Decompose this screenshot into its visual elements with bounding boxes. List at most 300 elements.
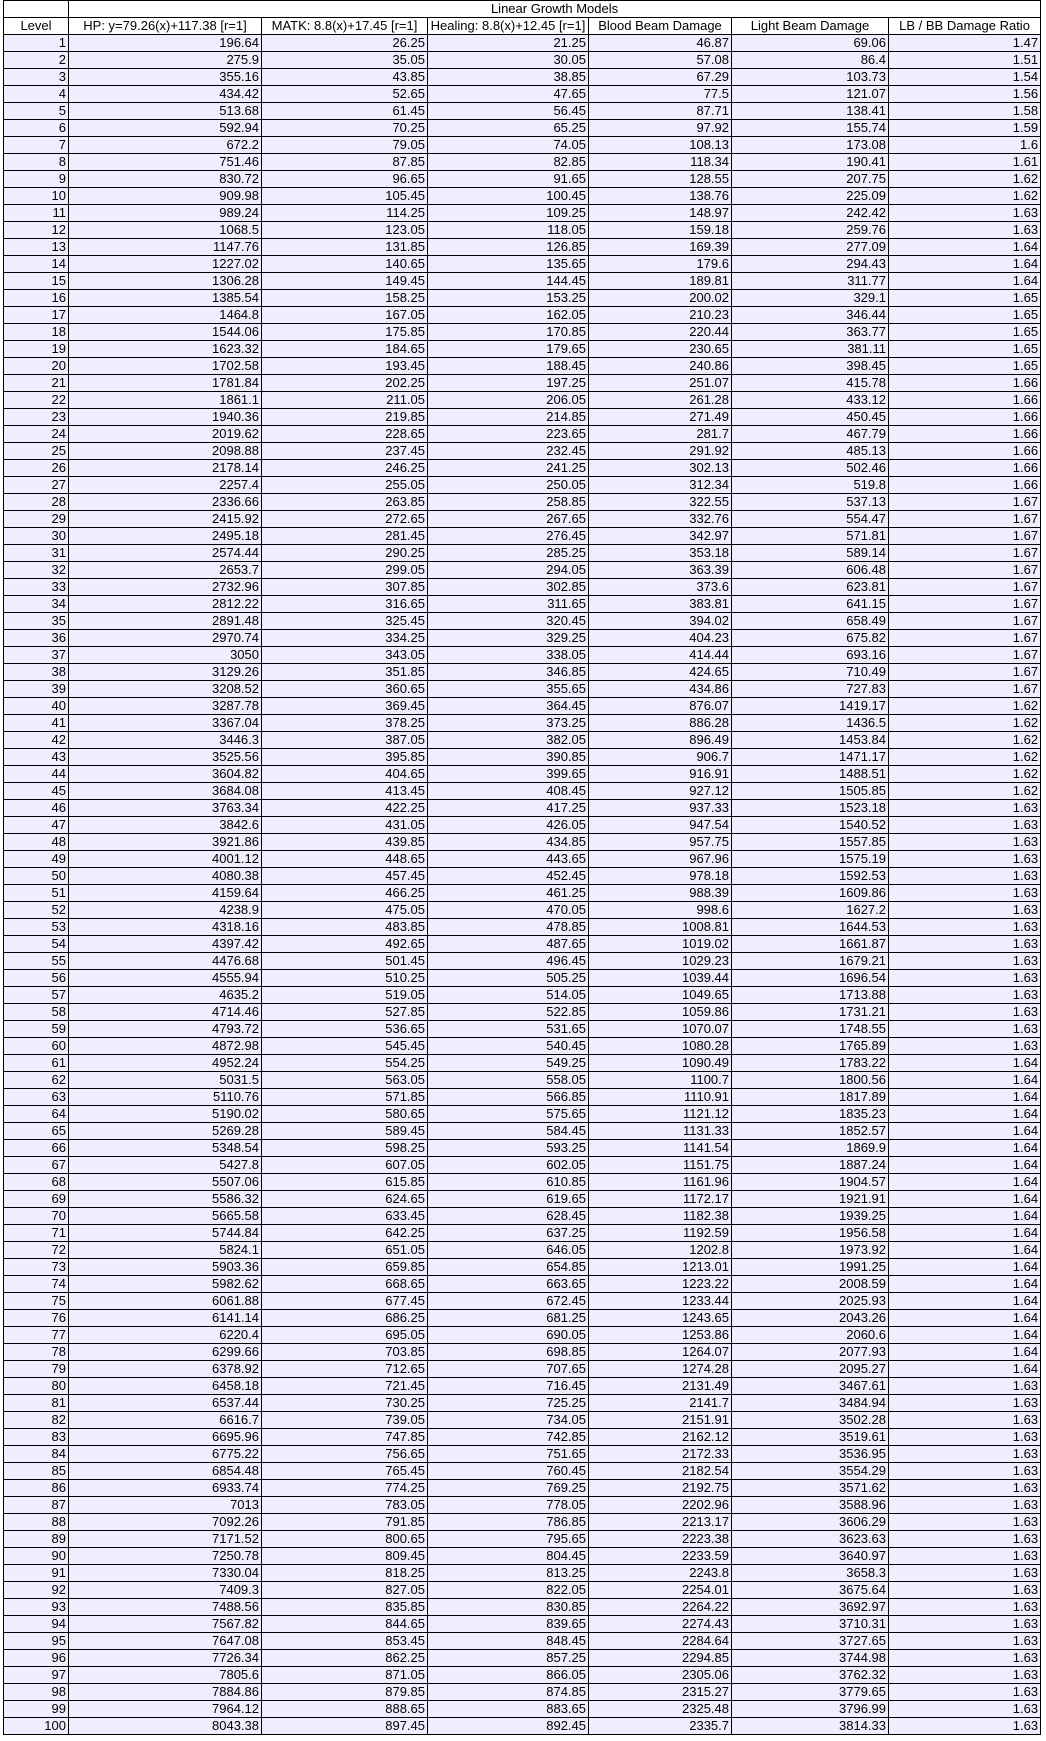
matk-cell: 114.25 bbox=[262, 205, 428, 222]
table-row bbox=[4, 86, 1041, 103]
ratio-cell: 1.65 bbox=[889, 341, 1041, 358]
ratio-cell: 1.64 bbox=[889, 1242, 1041, 1259]
hp-cell: 1544.06 bbox=[69, 324, 262, 341]
light-beam-cell: 294.43 bbox=[732, 256, 889, 273]
level-cell: 96 bbox=[4, 1650, 69, 1667]
table-row bbox=[4, 1123, 1041, 1140]
healing-cell: 302.85 bbox=[428, 579, 589, 596]
healing-cell: 742.85 bbox=[428, 1429, 589, 1446]
light-beam-cell: 1800.56 bbox=[732, 1072, 889, 1089]
level-cell: 16 bbox=[4, 290, 69, 307]
level-cell: 85 bbox=[4, 1463, 69, 1480]
healing-cell: 241.25 bbox=[428, 460, 589, 477]
level-cell: 60 bbox=[4, 1038, 69, 1055]
healing-cell: 698.85 bbox=[428, 1344, 589, 1361]
blood-beam-cell: 1253.86 bbox=[589, 1327, 732, 1344]
hp-cell: 2812.22 bbox=[69, 596, 262, 613]
table-row bbox=[4, 1072, 1041, 1089]
level-cell: 10 bbox=[4, 188, 69, 205]
light-beam-cell: 693.16 bbox=[732, 647, 889, 664]
blood-beam-cell: 967.96 bbox=[589, 851, 732, 868]
blood-beam-cell: 67.29 bbox=[589, 69, 732, 86]
healing-cell: 690.05 bbox=[428, 1327, 589, 1344]
light-beam-cell: 1696.54 bbox=[732, 970, 889, 987]
hp-cell: 5665.58 bbox=[69, 1208, 262, 1225]
light-beam-cell: 1661.87 bbox=[732, 936, 889, 953]
blood-beam-cell: 118.34 bbox=[589, 154, 732, 171]
ratio-cell: 1.63 bbox=[889, 1497, 1041, 1514]
hp-cell: 8043.38 bbox=[69, 1718, 262, 1735]
level-cell: 15 bbox=[4, 273, 69, 290]
blood-beam-cell: 434.86 bbox=[589, 681, 732, 698]
level-cell: 67 bbox=[4, 1157, 69, 1174]
ratio-cell: 1.63 bbox=[889, 1548, 1041, 1565]
light-beam-cell: 1644.53 bbox=[732, 919, 889, 936]
hp-cell: 7092.26 bbox=[69, 1514, 262, 1531]
level-cell: 78 bbox=[4, 1344, 69, 1361]
hp-cell: 1464.8 bbox=[69, 307, 262, 324]
level-cell: 98 bbox=[4, 1684, 69, 1701]
blood-beam-cell: 1213.01 bbox=[589, 1259, 732, 1276]
matk-cell: 87.85 bbox=[262, 154, 428, 171]
matk-cell: 26.25 bbox=[262, 35, 428, 52]
matk-cell: 140.65 bbox=[262, 256, 428, 273]
matk-cell: 211.05 bbox=[262, 392, 428, 409]
healing-cell: 637.25 bbox=[428, 1225, 589, 1242]
blood-beam-cell: 1029.23 bbox=[589, 953, 732, 970]
hp-cell: 5110.76 bbox=[69, 1089, 262, 1106]
ratio-cell: 1.63 bbox=[889, 1429, 1041, 1446]
light-beam-cell: 3623.63 bbox=[732, 1531, 889, 1548]
ratio-cell: 1.63 bbox=[889, 953, 1041, 970]
blood-beam-cell: 927.12 bbox=[589, 783, 732, 800]
table-row bbox=[4, 1429, 1041, 1446]
light-beam-cell: 1852.57 bbox=[732, 1123, 889, 1140]
matk-cell: 712.65 bbox=[262, 1361, 428, 1378]
matk-cell: 263.85 bbox=[262, 494, 428, 511]
light-beam-cell: 589.14 bbox=[732, 545, 889, 562]
healing-cell: 214.85 bbox=[428, 409, 589, 426]
table-row bbox=[4, 1616, 1041, 1633]
matk-cell: 307.85 bbox=[262, 579, 428, 596]
header-corner-cell bbox=[4, 1, 69, 18]
matk-cell: 624.65 bbox=[262, 1191, 428, 1208]
level-cell: 21 bbox=[4, 375, 69, 392]
matk-cell: 369.45 bbox=[262, 698, 428, 715]
light-beam-cell: 623.81 bbox=[732, 579, 889, 596]
level-cell: 99 bbox=[4, 1701, 69, 1718]
table-row bbox=[4, 1582, 1041, 1599]
hp-cell: 7409.3 bbox=[69, 1582, 262, 1599]
table-row bbox=[4, 392, 1041, 409]
blood-beam-cell: 1019.02 bbox=[589, 936, 732, 953]
table-row bbox=[4, 273, 1041, 290]
table-row bbox=[4, 324, 1041, 341]
hp-cell: 6220.4 bbox=[69, 1327, 262, 1344]
hp-cell: 3287.78 bbox=[69, 698, 262, 715]
table-row bbox=[4, 545, 1041, 562]
ratio-cell: 1.63 bbox=[889, 970, 1041, 987]
healing-cell: 522.85 bbox=[428, 1004, 589, 1021]
matk-cell: 149.45 bbox=[262, 273, 428, 290]
level-cell: 28 bbox=[4, 494, 69, 511]
level-cell: 7 bbox=[4, 137, 69, 154]
hp-cell: 7330.04 bbox=[69, 1565, 262, 1582]
light-beam-cell: 2008.59 bbox=[732, 1276, 889, 1293]
table-row bbox=[4, 1055, 1041, 1072]
table-row bbox=[4, 579, 1041, 596]
table-row bbox=[4, 1004, 1041, 1021]
level-cell: 70 bbox=[4, 1208, 69, 1225]
ratio-cell: 1.67 bbox=[889, 494, 1041, 511]
hp-cell: 4318.16 bbox=[69, 919, 262, 936]
table-row bbox=[4, 868, 1041, 885]
blood-beam-cell: 1223.22 bbox=[589, 1276, 732, 1293]
matk-cell: 35.05 bbox=[262, 52, 428, 69]
healing-cell: 470.05 bbox=[428, 902, 589, 919]
healing-cell: 170.85 bbox=[428, 324, 589, 341]
column-header-ratio: LB / BB Damage Ratio bbox=[889, 18, 1041, 35]
hp-cell: 2574.44 bbox=[69, 545, 262, 562]
level-cell: 17 bbox=[4, 307, 69, 324]
ratio-cell: 1.66 bbox=[889, 392, 1041, 409]
table-row bbox=[4, 1718, 1041, 1735]
healing-cell: 118.05 bbox=[428, 222, 589, 239]
blood-beam-cell: 200.02 bbox=[589, 290, 732, 307]
hp-cell: 1068.5 bbox=[69, 222, 262, 239]
healing-cell: 188.45 bbox=[428, 358, 589, 375]
light-beam-cell: 1765.89 bbox=[732, 1038, 889, 1055]
blood-beam-cell: 2192.75 bbox=[589, 1480, 732, 1497]
hp-cell: 7964.12 bbox=[69, 1701, 262, 1718]
light-beam-cell: 3502.28 bbox=[732, 1412, 889, 1429]
blood-beam-cell: 978.18 bbox=[589, 868, 732, 885]
light-beam-cell: 1991.25 bbox=[732, 1259, 889, 1276]
ratio-cell: 1.63 bbox=[889, 1378, 1041, 1395]
ratio-cell: 1.62 bbox=[889, 171, 1041, 188]
header-column-row bbox=[4, 18, 1041, 35]
level-cell: 25 bbox=[4, 443, 69, 460]
matk-cell: 360.65 bbox=[262, 681, 428, 698]
level-cell: 23 bbox=[4, 409, 69, 426]
table-row bbox=[4, 664, 1041, 681]
light-beam-cell: 1835.23 bbox=[732, 1106, 889, 1123]
level-cell: 48 bbox=[4, 834, 69, 851]
ratio-cell: 1.63 bbox=[889, 1616, 1041, 1633]
hp-cell: 2415.92 bbox=[69, 511, 262, 528]
table-row bbox=[4, 800, 1041, 817]
hp-cell: 3684.08 bbox=[69, 783, 262, 800]
hp-cell: 5031.5 bbox=[69, 1072, 262, 1089]
blood-beam-cell: 291.92 bbox=[589, 443, 732, 460]
matk-cell: 615.85 bbox=[262, 1174, 428, 1191]
blood-beam-cell: 1274.28 bbox=[589, 1361, 732, 1378]
matk-cell: 642.25 bbox=[262, 1225, 428, 1242]
blood-beam-cell: 342.97 bbox=[589, 528, 732, 545]
table-row bbox=[4, 1565, 1041, 1582]
healing-cell: 47.65 bbox=[428, 86, 589, 103]
healing-cell: 162.05 bbox=[428, 307, 589, 324]
light-beam-cell: 641.15 bbox=[732, 596, 889, 613]
matk-cell: 343.05 bbox=[262, 647, 428, 664]
table-row bbox=[4, 256, 1041, 273]
light-beam-cell: 1921.91 bbox=[732, 1191, 889, 1208]
healing-cell: 892.45 bbox=[428, 1718, 589, 1735]
healing-cell: 452.45 bbox=[428, 868, 589, 885]
hp-cell: 6141.14 bbox=[69, 1310, 262, 1327]
healing-cell: 74.05 bbox=[428, 137, 589, 154]
ratio-cell: 1.63 bbox=[889, 1650, 1041, 1667]
matk-cell: 501.45 bbox=[262, 953, 428, 970]
matk-cell: 228.65 bbox=[262, 426, 428, 443]
level-cell: 40 bbox=[4, 698, 69, 715]
ratio-cell: 1.63 bbox=[889, 1004, 1041, 1021]
table-row bbox=[4, 375, 1041, 392]
ratio-cell: 1.64 bbox=[889, 1361, 1041, 1378]
level-cell: 74 bbox=[4, 1276, 69, 1293]
light-beam-cell: 1973.92 bbox=[732, 1242, 889, 1259]
table-row bbox=[4, 851, 1041, 868]
table-row bbox=[4, 630, 1041, 647]
ratio-cell: 1.63 bbox=[889, 1582, 1041, 1599]
ratio-cell: 1.63 bbox=[889, 1565, 1041, 1582]
level-cell: 39 bbox=[4, 681, 69, 698]
blood-beam-cell: 169.39 bbox=[589, 239, 732, 256]
level-cell: 29 bbox=[4, 511, 69, 528]
healing-cell: 505.25 bbox=[428, 970, 589, 987]
ratio-cell: 1.64 bbox=[889, 1327, 1041, 1344]
level-cell: 9 bbox=[4, 171, 69, 188]
matk-cell: 756.65 bbox=[262, 1446, 428, 1463]
healing-cell: 408.45 bbox=[428, 783, 589, 800]
ratio-cell: 1.63 bbox=[889, 205, 1041, 222]
blood-beam-cell: 1059.86 bbox=[589, 1004, 732, 1021]
hp-cell: 7013 bbox=[69, 1497, 262, 1514]
matk-cell: 316.65 bbox=[262, 596, 428, 613]
light-beam-cell: 1575.19 bbox=[732, 851, 889, 868]
light-beam-cell: 3536.95 bbox=[732, 1446, 889, 1463]
hp-cell: 592.94 bbox=[69, 120, 262, 137]
ratio-cell: 1.67 bbox=[889, 579, 1041, 596]
matk-cell: 404.65 bbox=[262, 766, 428, 783]
healing-cell: 364.45 bbox=[428, 698, 589, 715]
blood-beam-cell: 957.75 bbox=[589, 834, 732, 851]
table-row bbox=[4, 137, 1041, 154]
table-row bbox=[4, 732, 1041, 749]
light-beam-cell: 1540.52 bbox=[732, 817, 889, 834]
hp-cell: 7884.86 bbox=[69, 1684, 262, 1701]
ratio-cell: 1.62 bbox=[889, 783, 1041, 800]
hp-cell: 3208.52 bbox=[69, 681, 262, 698]
level-cell: 27 bbox=[4, 477, 69, 494]
level-cell: 51 bbox=[4, 885, 69, 902]
blood-beam-cell: 383.81 bbox=[589, 596, 732, 613]
table-row bbox=[4, 766, 1041, 783]
ratio-cell: 1.65 bbox=[889, 324, 1041, 341]
matk-cell: 695.05 bbox=[262, 1327, 428, 1344]
ratio-cell: 1.64 bbox=[889, 239, 1041, 256]
hp-cell: 4872.98 bbox=[69, 1038, 262, 1055]
matk-cell: 835.85 bbox=[262, 1599, 428, 1616]
blood-beam-cell: 2131.49 bbox=[589, 1378, 732, 1395]
table-row bbox=[4, 681, 1041, 698]
level-cell: 71 bbox=[4, 1225, 69, 1242]
hp-cell: 2178.14 bbox=[69, 460, 262, 477]
hp-cell: 6299.66 bbox=[69, 1344, 262, 1361]
level-cell: 36 bbox=[4, 630, 69, 647]
level-cell: 26 bbox=[4, 460, 69, 477]
light-beam-cell: 1904.57 bbox=[732, 1174, 889, 1191]
light-beam-cell: 3762.32 bbox=[732, 1667, 889, 1684]
table-row bbox=[4, 1293, 1041, 1310]
ratio-cell: 1.63 bbox=[889, 1684, 1041, 1701]
matk-cell: 818.25 bbox=[262, 1565, 428, 1582]
ratio-cell: 1.63 bbox=[889, 1514, 1041, 1531]
ratio-cell: 1.67 bbox=[889, 630, 1041, 647]
table-row bbox=[4, 290, 1041, 307]
hp-cell: 5586.32 bbox=[69, 1191, 262, 1208]
matk-cell: 519.05 bbox=[262, 987, 428, 1004]
blood-beam-cell: 148.97 bbox=[589, 205, 732, 222]
ratio-cell: 1.63 bbox=[889, 1718, 1041, 1735]
matk-cell: 422.25 bbox=[262, 800, 428, 817]
light-beam-cell: 1627.2 bbox=[732, 902, 889, 919]
matk-cell: 853.45 bbox=[262, 1633, 428, 1650]
healing-cell: 584.45 bbox=[428, 1123, 589, 1140]
hp-cell: 7805.6 bbox=[69, 1667, 262, 1684]
hp-cell: 4238.9 bbox=[69, 902, 262, 919]
ratio-cell: 1.63 bbox=[889, 851, 1041, 868]
hp-cell: 7171.52 bbox=[69, 1531, 262, 1548]
ratio-cell: 1.66 bbox=[889, 477, 1041, 494]
table-row bbox=[4, 953, 1041, 970]
matk-cell: 43.85 bbox=[262, 69, 428, 86]
blood-beam-cell: 2335.7 bbox=[589, 1718, 732, 1735]
ratio-cell: 1.64 bbox=[889, 1259, 1041, 1276]
healing-cell: 329.25 bbox=[428, 630, 589, 647]
table-row bbox=[4, 1361, 1041, 1378]
light-beam-cell: 658.49 bbox=[732, 613, 889, 630]
healing-cell: 769.25 bbox=[428, 1480, 589, 1497]
light-beam-cell: 259.76 bbox=[732, 222, 889, 239]
blood-beam-cell: 1233.44 bbox=[589, 1293, 732, 1310]
ratio-cell: 1.63 bbox=[889, 1463, 1041, 1480]
level-cell: 12 bbox=[4, 222, 69, 239]
level-cell: 30 bbox=[4, 528, 69, 545]
healing-cell: 21.25 bbox=[428, 35, 589, 52]
matk-cell: 677.45 bbox=[262, 1293, 428, 1310]
table-row bbox=[4, 1106, 1041, 1123]
level-cell: 2 bbox=[4, 52, 69, 69]
healing-cell: 276.45 bbox=[428, 528, 589, 545]
ratio-cell: 1.63 bbox=[889, 885, 1041, 902]
level-cell: 62 bbox=[4, 1072, 69, 1089]
healing-cell: 707.65 bbox=[428, 1361, 589, 1378]
healing-cell: 725.25 bbox=[428, 1395, 589, 1412]
hp-cell: 2970.74 bbox=[69, 630, 262, 647]
light-beam-cell: 225.09 bbox=[732, 188, 889, 205]
ratio-cell: 1.67 bbox=[889, 613, 1041, 630]
matk-cell: 167.05 bbox=[262, 307, 428, 324]
level-cell: 52 bbox=[4, 902, 69, 919]
ratio-cell: 1.62 bbox=[889, 698, 1041, 715]
healing-cell: 549.25 bbox=[428, 1055, 589, 1072]
table-row bbox=[4, 358, 1041, 375]
table-row bbox=[4, 494, 1041, 511]
hp-cell: 4397.42 bbox=[69, 936, 262, 953]
hp-cell: 1623.32 bbox=[69, 341, 262, 358]
blood-beam-cell: 1264.07 bbox=[589, 1344, 732, 1361]
hp-cell: 3129.26 bbox=[69, 664, 262, 681]
column-header-light-beam: Light Beam Damage bbox=[732, 18, 889, 35]
table-row bbox=[4, 596, 1041, 613]
hp-cell: 1385.54 bbox=[69, 290, 262, 307]
healing-cell: 135.65 bbox=[428, 256, 589, 273]
ratio-cell: 1.64 bbox=[889, 1276, 1041, 1293]
ratio-cell: 1.64 bbox=[889, 1089, 1041, 1106]
matk-cell: 536.65 bbox=[262, 1021, 428, 1038]
matk-cell: 510.25 bbox=[262, 970, 428, 987]
level-cell: 18 bbox=[4, 324, 69, 341]
table-row bbox=[4, 919, 1041, 936]
ratio-cell: 1.64 bbox=[889, 1225, 1041, 1242]
light-beam-cell: 190.41 bbox=[732, 154, 889, 171]
hp-cell: 989.24 bbox=[69, 205, 262, 222]
level-cell: 73 bbox=[4, 1259, 69, 1276]
light-beam-cell: 86.4 bbox=[732, 52, 889, 69]
ratio-cell: 1.63 bbox=[889, 1038, 1041, 1055]
light-beam-cell: 3796.99 bbox=[732, 1701, 889, 1718]
level-cell: 8 bbox=[4, 154, 69, 171]
hp-cell: 5427.8 bbox=[69, 1157, 262, 1174]
healing-cell: 619.65 bbox=[428, 1191, 589, 1208]
ratio-cell: 1.51 bbox=[889, 52, 1041, 69]
hp-cell: 2732.96 bbox=[69, 579, 262, 596]
table-row bbox=[4, 171, 1041, 188]
table-row bbox=[4, 1276, 1041, 1293]
ratio-cell: 1.66 bbox=[889, 409, 1041, 426]
healing-cell: 734.05 bbox=[428, 1412, 589, 1429]
matk-cell: 290.25 bbox=[262, 545, 428, 562]
table-row bbox=[4, 1446, 1041, 1463]
ratio-cell: 1.62 bbox=[889, 766, 1041, 783]
level-cell: 93 bbox=[4, 1599, 69, 1616]
table-row bbox=[4, 222, 1041, 239]
table-row bbox=[4, 1140, 1041, 1157]
matk-cell: 52.65 bbox=[262, 86, 428, 103]
level-cell: 45 bbox=[4, 783, 69, 800]
table-row bbox=[4, 154, 1041, 171]
table-row bbox=[4, 1038, 1041, 1055]
ratio-cell: 1.63 bbox=[889, 817, 1041, 834]
ratio-cell: 1.64 bbox=[889, 1140, 1041, 1157]
blood-beam-cell: 414.44 bbox=[589, 647, 732, 664]
ratio-cell: 1.64 bbox=[889, 1123, 1041, 1140]
ratio-cell: 1.62 bbox=[889, 749, 1041, 766]
table-row bbox=[4, 1191, 1041, 1208]
matk-cell: 439.85 bbox=[262, 834, 428, 851]
ratio-cell: 1.63 bbox=[889, 1412, 1041, 1429]
blood-beam-cell: 1070.07 bbox=[589, 1021, 732, 1038]
matk-cell: 747.85 bbox=[262, 1429, 428, 1446]
light-beam-cell: 207.75 bbox=[732, 171, 889, 188]
light-beam-cell: 1748.55 bbox=[732, 1021, 889, 1038]
light-beam-cell: 3675.64 bbox=[732, 1582, 889, 1599]
light-beam-cell: 519.8 bbox=[732, 477, 889, 494]
ratio-cell: 1.66 bbox=[889, 426, 1041, 443]
table-row bbox=[4, 52, 1041, 69]
hp-cell: 2653.7 bbox=[69, 562, 262, 579]
